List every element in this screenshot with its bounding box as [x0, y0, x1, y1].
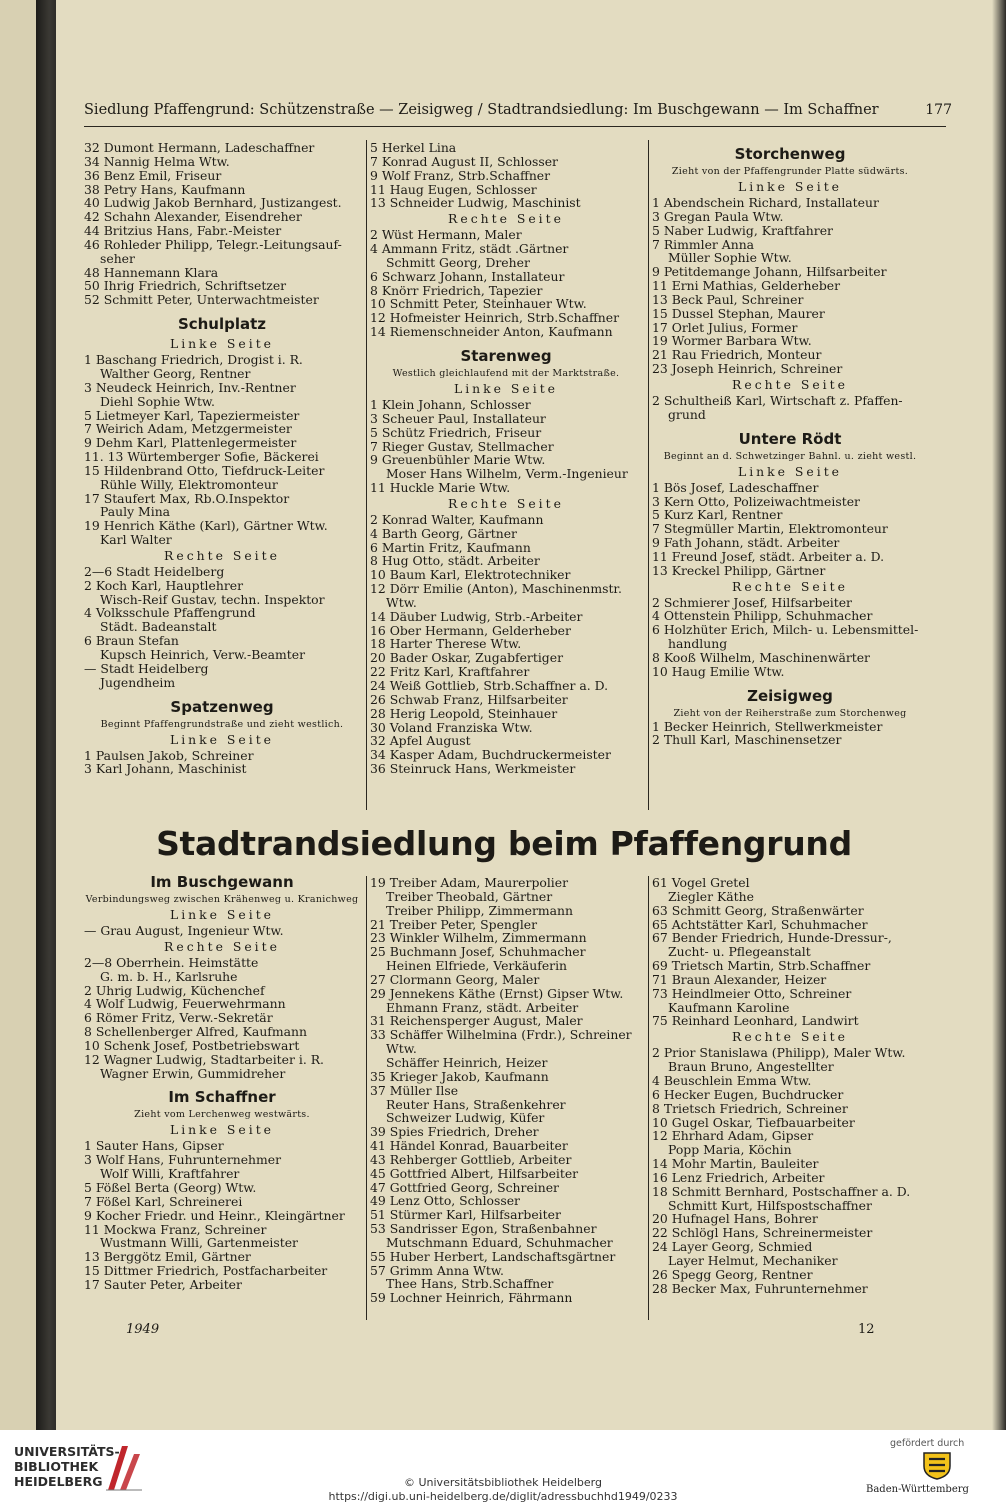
- directory-entry: 25 Buchmann Josef, Schuhmacher: [370, 944, 586, 960]
- directory-entry: 12 Ehrhard Adam, Gipser: [652, 1128, 814, 1144]
- directory-subentry: Zucht- u. Pflegeanstalt: [668, 944, 811, 960]
- directory-entry: 10 Baum Karl, Elektrotechniker: [370, 567, 571, 583]
- directory-entry: 7 Weirich Adam, Metzgermeister: [84, 421, 292, 437]
- state-coat-of-arms-icon: [918, 1450, 956, 1480]
- street-heading: Im Buschgewann: [150, 873, 294, 891]
- side-heading: Linke Seite: [169, 731, 275, 747]
- directory-entry: 28 Herig Leopold, Steinhauer: [370, 705, 558, 721]
- directory-entry: 36 Benz Emil, Friseur: [84, 167, 222, 183]
- side-heading: Rechte Seite: [448, 211, 564, 227]
- directory-entry: 29 Jennekens Käthe (Ernst) Gipser Wtw.: [370, 985, 624, 1001]
- directory-subentry: Rühle Willy, Elektromonteur: [100, 476, 278, 492]
- directory-entry: 26 Schwab Franz, Hilfsarbeiter: [370, 691, 568, 707]
- permalink[interactable]: https://digi.ub.uni-heidelberg.de/diglit/adressbuchhd1949/0233: [328, 1490, 678, 1503]
- directory-entry: 17 Orlet Julius, Former: [652, 319, 798, 335]
- column-top-3: [652, 141, 928, 747]
- street-description: Zieht von der Reiherstraße zum Storchenweg: [673, 707, 907, 719]
- directory-subentry: grund: [668, 406, 706, 422]
- directory-entry: 6 Römer Fritz, Verw.-Sekretär: [84, 1010, 273, 1026]
- page-number: 177: [925, 102, 952, 118]
- directory-entry: 46 Rohleder Philipp, Telegr.-Leitungsauf-: [84, 236, 342, 252]
- directory-subentry: Müller Sophie Wtw.: [668, 250, 792, 266]
- directory-subentry: Mutschmann Eduard, Schuhmacher: [386, 1234, 613, 1250]
- directory-subentry: Schmitt Kurt, Hilfspostschaffner: [668, 1197, 872, 1213]
- directory-entry: 61 Vogel Gretel: [652, 875, 750, 890]
- directory-entry: 11 Haug Eugen, Schlosser: [370, 181, 537, 197]
- directory-entry: 1 Becker Heinrich, Stellwerkmeister: [652, 718, 883, 734]
- directory-entry: 1 Paulsen Jakob, Schreiner: [84, 747, 254, 763]
- running-title: Siedlung Pfaffengrund: Schützenstraße — Zeisigweg / Stadtrandsiedlung: Im Buschgewann — Im Schaffner: [84, 102, 879, 118]
- directory-subentry: Thee Hans, Strb.Schaffner: [386, 1276, 554, 1292]
- directory-entry: 5 Fößel Berta (Georg) Wtw.: [84, 1179, 257, 1195]
- directory-entry: 27 Clormann Georg, Maler: [370, 971, 540, 987]
- book-gutter: [36, 0, 58, 1430]
- directory-entry: 3 Gregan Paula Wtw.: [652, 208, 784, 224]
- directory-entry: — Grau August, Ingenieur Wtw.: [84, 923, 284, 938]
- directory-entry: 6 Hecker Eugen, Buchdrucker: [652, 1086, 844, 1102]
- directory-entry: 10 Schenk Josef, Postbetriebswart: [84, 1037, 300, 1053]
- directory-subentry: Reuter Hans, Straßenkehrer: [386, 1096, 566, 1112]
- directory-entry: 18 Schmitt Bernhard, Postschaffner a. D.: [652, 1183, 911, 1199]
- directory-entry: 10 Gugel Oskar, Tiefbauarbeiter: [652, 1114, 855, 1130]
- library-footer-bar: [0, 1430, 1006, 1506]
- directory-subentry: Walther Georg, Rentner: [100, 365, 251, 381]
- directory-entry: 24 Layer Georg, Schmied: [652, 1239, 813, 1255]
- column-divider: [366, 140, 367, 810]
- directory-entry: 23 Winkler Wilhelm, Zimmermann: [370, 930, 587, 946]
- directory-entry: 43 Rehberger Gottlieb, Arbeiter: [370, 1151, 572, 1167]
- column-bottom-3: [652, 876, 928, 1295]
- directory-entry: 9 Fath Johann, städt. Arbeiter: [652, 535, 840, 551]
- directory-entry: 2 Uhrig Ludwig, Küchenchef: [84, 982, 265, 998]
- directory-entry: 2 Koch Karl, Hauptlehrer: [84, 577, 244, 593]
- directory-entry: 35 Krieger Jakob, Kaufmann: [370, 1068, 549, 1084]
- directory-entry: 3 Karl Johann, Maschinist: [84, 761, 247, 777]
- directory-subentry: Treiber Philipp, Zimmermann: [386, 902, 573, 918]
- directory-entry: 2 Konrad Walter, Kaufmann: [370, 511, 544, 527]
- directory-entry: 4 Ottenstein Philipp, Schuhmacher: [652, 608, 873, 624]
- side-heading: Linke Seite: [737, 463, 843, 479]
- directory-entry: 22 Fritz Karl, Kraftfahrer: [370, 664, 530, 680]
- directory-subentry: Ehmann Franz, städt. Arbeiter: [386, 999, 579, 1015]
- side-heading: Rechte Seite: [164, 547, 280, 563]
- directory-entry: 19 Wormer Barbara Wtw.: [652, 333, 812, 349]
- directory-subentry: Heinen Elfriede, Verkäuferin: [386, 958, 568, 974]
- directory-entry: 19 Henrich Käthe (Karl), Gärtner Wtw.: [84, 518, 328, 534]
- directory-entry: 15 Dittmer Friedrich, Postfacharbeiter: [84, 1263, 328, 1279]
- side-heading: Rechte Seite: [164, 938, 280, 954]
- directory-entry: 51 Stürmer Karl, Hilfsarbeiter: [370, 1207, 561, 1223]
- copyright-notice: © Universitätsbibliothek Heidelberg: [403, 1476, 602, 1489]
- column-divider: [366, 876, 367, 1320]
- directory-subentry: Karl Walter: [100, 532, 172, 548]
- directory-entry: 10 Haug Emilie Wtw.: [652, 663, 785, 679]
- directory-entry: 13 Berggötz Emil, Gärtner: [84, 1249, 251, 1265]
- directory-entry: 73 Heindlmeier Otto, Schreiner: [652, 985, 852, 1001]
- street-heading: Storchenweg: [734, 145, 846, 163]
- directory-entry: 37 Müller Ilse: [370, 1082, 459, 1098]
- directory-entry: 23 Joseph Heinrich, Schreiner: [652, 361, 843, 377]
- directory-entry: 18 Harter Therese Wtw.: [370, 636, 522, 652]
- directory-entry: 22 Schlögl Hans, Schreinermeister: [652, 1225, 873, 1241]
- directory-entry: 57 Grimm Anna Wtw.: [370, 1262, 504, 1278]
- column-bottom-2: [370, 876, 642, 1305]
- directory-subentry: G. m. b. H., Karlsruhe: [100, 968, 238, 984]
- directory-entry: 52 Schmitt Peter, Unterwachtmeister: [84, 292, 319, 308]
- directory-entry: 8 Kooß Wilhelm, Maschinenwärter: [652, 649, 870, 665]
- directory-subentry: Ziegler Käthe: [668, 888, 754, 904]
- directory-subentry: Treiber Theobald, Gärtner: [386, 888, 553, 904]
- directory-entry: 40 Ludwig Jakob Bernhard, Justizangest.: [84, 195, 342, 211]
- directory-entry: 9 Petitdemange Johann, Hilfsarbeiter: [652, 264, 887, 280]
- directory-entry: 12 Hofmeister Heinrich, Strb.Schaffner: [370, 310, 619, 326]
- directory-entry: 31 Reichensperger August, Maler: [370, 1013, 583, 1029]
- directory-entry: 63 Schmitt Georg, Straßenwärter: [652, 902, 864, 918]
- directory-subentry: Kaufmann Karoline: [668, 999, 790, 1015]
- directory-subentry: Schmitt Georg, Dreher: [386, 254, 530, 270]
- directory-entry: 2 Prior Stanislawa (Philipp), Maler Wtw.: [652, 1045, 906, 1061]
- column-divider: [648, 140, 649, 810]
- directory-entry: 4 Wolf Ludwig, Feuerwehrmann: [84, 996, 286, 1012]
- street-description: Beginnt Pfaffengrundstraße und zieht westlich.: [100, 718, 344, 730]
- directory-entry: 67 Bender Friedrich, Hunde-Dressur-,: [652, 930, 892, 946]
- directory-entry: 20 Bader Oskar, Zugabfertiger: [370, 650, 563, 666]
- directory-entry: 3 Wolf Hans, Fuhrunternehmer: [84, 1152, 282, 1168]
- directory-entry: 49 Lenz Otto, Schlosser: [370, 1193, 520, 1209]
- section-title: Stadtrandsiedlung beim Pfaffengrund: [156, 824, 852, 863]
- side-heading: Rechte Seite: [732, 1029, 848, 1045]
- street-description: Zieht vom Lerchenweg westwärts.: [134, 1109, 310, 1121]
- directory-entry: 2 Thull Karl, Maschinensetzer: [652, 732, 842, 748]
- directory-entry: 30 Voland Franziska Wtw.: [370, 719, 533, 735]
- directory-entry: 21 Treiber Peter, Spengler: [370, 916, 538, 932]
- directory-entry: 7 Rimmler Anna: [652, 236, 755, 252]
- directory-entry: 12 Dörr Emilie (Anton), Maschinenmstr.: [370, 581, 622, 597]
- directory-entry: 1 Klein Johann, Schlosser: [370, 396, 531, 412]
- directory-entry: 13 Beck Paul, Schreiner: [652, 291, 804, 307]
- directory-entry: 14 Riemenschneider Anton, Kaufmann: [370, 324, 613, 340]
- directory-entry: 5 Kurz Karl, Rentner: [652, 507, 783, 523]
- street-heading: Spatzenweg: [170, 697, 274, 716]
- directory-entry: 15 Dussel Stephan, Maurer: [652, 305, 825, 321]
- side-heading: Linke Seite: [169, 336, 275, 352]
- directory-entry: 28 Becker Max, Fuhrunternehmer: [652, 1280, 868, 1296]
- directory-entry: 1 Bös Josef, Ladeschaffner: [652, 479, 819, 495]
- directory-entry: — Stadt Heidelberg: [84, 660, 209, 676]
- directory-entry: 6 Schwarz Johann, Installateur: [370, 268, 565, 284]
- directory-entry: 14 Mohr Martin, Bauleiter: [652, 1156, 819, 1172]
- directory-subentry: Wustmann Willi, Gartenmeister: [100, 1235, 298, 1251]
- directory-subentry: Wisch-Reif Gustav, techn. Inspektor: [100, 591, 325, 607]
- directory-entry: 7 Stegmüller Martin, Elektromonteur: [652, 521, 888, 537]
- directory-entry: 5 Naber Ludwig, Kraftfahrer: [652, 222, 833, 238]
- directory-entry: 71 Braun Alexander, Heizer: [652, 971, 827, 987]
- directory-entry: 5 Herkel Lina: [370, 140, 457, 155]
- directory-entry: 17 Staufert Max, Rb.O.Inspektor: [84, 490, 290, 506]
- logo-text-line: HEIDELBERG: [14, 1474, 103, 1489]
- street-heading: Schulplatz: [177, 315, 267, 334]
- directory-entry: 32 Dumont Hermann, Ladeschaffner: [84, 140, 315, 155]
- directory-subentry: Braun Bruno, Angestellter: [668, 1059, 834, 1075]
- column-top-1: [84, 141, 360, 776]
- directory-entry: 53 Sandrisser Egon, Straßenbahner: [370, 1221, 597, 1237]
- directory-entry: 8 Schellenberger Alfred, Kaufmann: [84, 1024, 307, 1040]
- directory-entry: 9 Greuenbühler Marie Wtw.: [370, 452, 546, 468]
- directory-subentry: Schäffer Heinrich, Heizer: [386, 1054, 548, 1070]
- directory-entry: 4 Ammann Fritz, städt .Gärtner: [370, 241, 569, 257]
- directory-subentry: Kupsch Heinrich, Verw.-Beamter: [100, 647, 306, 662]
- directory-subentry: Jugendheim: [100, 674, 176, 690]
- directory-entry: 69 Trietsch Martin, Strb.Schaffner: [652, 958, 871, 974]
- directory-entry: 2—8 Oberrhein. Heimstätte: [84, 954, 259, 970]
- directory-entry: 7 Rieger Gustav, Stellmacher: [370, 438, 554, 454]
- directory-entry: 55 Huber Herbert, Landschaftsgärtner: [370, 1248, 616, 1264]
- directory-entry: 5 Schütz Friedrich, Friseur: [370, 424, 542, 440]
- column-divider: [648, 876, 649, 1320]
- directory-entry: 6 Holzhüter Erich, Milch- u. Lebensmittel-: [652, 622, 919, 638]
- directory-entry: 17 Sauter Peter, Arbeiter: [84, 1276, 242, 1292]
- directory-entry: 16 Ober Hermann, Gelderheber: [370, 622, 571, 638]
- directory-entry: 48 Hannemann Klara: [84, 264, 219, 280]
- directory-subentry: Diehl Sophie Wtw.: [100, 393, 215, 409]
- directory-entry: 13 Schneider Ludwig, Maschinist: [370, 195, 581, 211]
- directory-entry: 34 Nannig Helma Wtw.: [84, 153, 230, 169]
- directory-subentry: Wtw.: [386, 594, 417, 610]
- street-description: Beginnt an d. Schwetzinger Bahnl. u. zieht westl.: [663, 450, 917, 462]
- directory-entry: 2—6 Stadt Heidelberg: [84, 563, 225, 579]
- directory-entry: 14 Däuber Ludwig, Strb.-Arbeiter: [370, 608, 583, 624]
- directory-entry: 39 Spies Friedrich, Dreher: [370, 1124, 539, 1140]
- side-heading: Linke Seite: [169, 1122, 275, 1138]
- directory-entry: 3 Scheuer Paul, Installateur: [370, 410, 546, 426]
- directory-entry: 9 Wolf Franz, Strb.Schaffner: [370, 167, 551, 183]
- street-heading: Im Schaffner: [168, 1088, 276, 1107]
- directory-subentry: Layer Helmut, Mechaniker: [668, 1252, 838, 1268]
- directory-subentry: Wtw.: [386, 1041, 417, 1057]
- directory-subentry: Popp Maria, Köchin: [668, 1142, 792, 1158]
- running-head: [84, 102, 952, 124]
- column-top-2: [370, 141, 642, 776]
- directory-subentry: Wolf Willi, Kraftfahrer: [100, 1166, 240, 1182]
- footer-sheet-number: 12: [858, 1322, 875, 1337]
- directory-entry: 9 Dehm Karl, Plattenlegermeister: [84, 435, 297, 451]
- directory-entry: 11. 13 Würtemberger Sofie, Bäckerei: [84, 449, 319, 465]
- directory-entry: 32 Apfel August: [370, 733, 471, 749]
- directory-entry: 1 Abendschein Richard, Installateur: [652, 195, 879, 210]
- directory-subentry: seher: [100, 250, 135, 266]
- directory-entry: 33 Schäffer Wilhelmina (Frdr.), Schreiner: [370, 1027, 632, 1043]
- directory-entry: 19 Treiber Adam, Maurerpolier: [370, 875, 569, 890]
- side-heading: Linke Seite: [737, 179, 843, 194]
- header-rule: [84, 126, 946, 127]
- directory-entry: 44 Britzius Hans, Fabr.-Meister: [84, 223, 282, 239]
- directory-entry: 26 Spegg Georg, Rentner: [652, 1266, 813, 1282]
- directory-entry: 6 Braun Stefan: [84, 633, 179, 649]
- directory-entry: 4 Beuschlein Emma Wtw.: [652, 1072, 812, 1088]
- directory-entry: 11 Huckle Marie Wtw.: [370, 480, 511, 496]
- side-heading: Linke Seite: [169, 907, 275, 922]
- directory-entry: 2 Schmierer Josef, Hilfsarbeiter: [652, 594, 852, 610]
- directory-entry: 4 Barth Georg, Gärtner: [370, 525, 517, 541]
- directory-subentry: Städt. Badeanstalt: [100, 619, 217, 635]
- side-heading: Rechte Seite: [732, 578, 848, 594]
- directory-entry: 8 Knörr Friedrich, Tapezier: [370, 282, 543, 298]
- directory-entry: 47 Gottfried Georg, Schreiner: [370, 1179, 559, 1195]
- directory-entry: 11 Mockwa Franz, Schreiner: [84, 1221, 267, 1237]
- directory-entry: 42 Schahn Alexander, Eisendreher: [84, 209, 302, 225]
- directory-entry: 7 Fößel Karl, Schreinerei: [84, 1193, 243, 1209]
- directory-entry: 11 Freund Josef, städt. Arbeiter a. D.: [652, 548, 885, 564]
- side-heading: Rechte Seite: [448, 495, 564, 511]
- state-name[interactable]: Baden-Württemberg: [866, 1484, 969, 1495]
- directory-entry: 65 Achtstätter Karl, Schuhmacher: [652, 916, 868, 932]
- street-heading: Starenweg: [460, 346, 552, 365]
- logo-text-line: UNIVERSITÄTS-: [14, 1444, 120, 1459]
- street-description: Zieht von der Pfaffengrunder Platte südwärts.: [671, 166, 909, 177]
- directory-entry: 36 Steinruck Hans, Werkmeister: [370, 761, 576, 777]
- page-edge-shadow: [992, 0, 1006, 1430]
- directory-subentry: Moser Hans Wilhelm, Verm.-Ingenieur: [386, 466, 628, 482]
- directory-entry: 41 Händel Konrad, Bauarbeiter: [370, 1138, 568, 1154]
- directory-entry: 38 Petry Hans, Kaufmann: [84, 181, 246, 197]
- directory-entry: 5 Lietmeyer Karl, Tapeziermeister: [84, 407, 300, 423]
- side-heading: Rechte Seite: [732, 376, 848, 392]
- logo-text-line: BIBLIOTHEK: [14, 1459, 99, 1474]
- funded-by-label: gefördert durch: [890, 1438, 965, 1449]
- directory-entry: 45 Gottfried Albert, Hilfsarbeiter: [370, 1165, 579, 1181]
- directory-subentry: Schweizer Ludwig, Küfer: [386, 1110, 545, 1126]
- directory-entry: 59 Lochner Heinrich, Fährmann: [370, 1290, 573, 1306]
- directory-entry: 10 Schmitt Peter, Steinhauer Wtw.: [370, 296, 587, 312]
- street-heading: Zeisigweg: [747, 686, 833, 705]
- directory-entry: 75 Reinhard Leonhard, Landwirt: [652, 1013, 859, 1029]
- directory-entry: 4 Volksschule Pfaffengrund: [84, 605, 256, 621]
- directory-subentry: handlung: [668, 636, 728, 652]
- directory-entry: 50 Ihrig Friedrich, Schriftsetzer: [84, 278, 287, 294]
- street-description: Westlich gleichlaufend mit der Marktstraße.: [392, 367, 620, 379]
- directory-entry: 2 Wüst Hermann, Maler: [370, 227, 522, 243]
- directory-entry: 2 Schultheiß Karl, Wirtschaft z. Pfaffen-: [652, 392, 903, 408]
- directory-entry: 21 Rau Friedrich, Monteur: [652, 347, 822, 363]
- directory-entry: 16 Lenz Friedrich, Arbeiter: [652, 1169, 825, 1185]
- directory-entry: 1 Baschang Friedrich, Drogist i. R.: [84, 352, 303, 368]
- directory-entry: 9 Kocher Friedr. und Heinr., Kleingärtner: [84, 1207, 345, 1223]
- directory-entry: 13 Kreckel Philipp, Gärtner: [652, 562, 826, 578]
- side-heading: Linke Seite: [453, 380, 559, 396]
- directory-subentry: Pauly Mina: [100, 504, 171, 520]
- directory-entry: 20 Hufnagel Hans, Bohrer: [652, 1211, 818, 1227]
- directory-entry: 8 Trietsch Friedrich, Schreiner: [652, 1100, 848, 1116]
- footer-year: 1949: [126, 1322, 160, 1337]
- directory-entry: 3 Neudeck Heinrich, Inv.-Rentner: [84, 379, 296, 395]
- directory-entry: 34 Kasper Adam, Buchdruckermeister: [370, 747, 611, 763]
- directory-entry: 24 Weiß Gottlieb, Strb.Schaffner a. D.: [370, 678, 609, 693]
- directory-entry: 6 Martin Fritz, Kaufmann: [370, 539, 531, 555]
- directory-entry: 12 Wagner Ludwig, Stadtarbeiter i. R.: [84, 1051, 324, 1067]
- directory-subentry: Wagner Erwin, Gummidreher: [100, 1065, 286, 1081]
- directory-entry: 8 Hug Otto, städt. Arbeiter: [370, 553, 540, 569]
- directory-entry: 11 Erni Mathias, Gelderheber: [652, 278, 841, 294]
- directory-entry: 1 Sauter Hans, Gipser: [84, 1138, 224, 1154]
- directory-entry: 3 Kern Otto, Polizeiwachtmeister: [652, 493, 860, 509]
- directory-page: [56, 0, 1006, 1430]
- street-heading: Untere Rödt: [738, 429, 842, 448]
- column-bottom-1: [84, 869, 360, 1292]
- directory-entry: 7 Konrad August II, Schlosser: [370, 153, 558, 169]
- street-description: Verbindungsweg zwischen Krähenweg u. Kranichweg: [85, 894, 359, 905]
- directory-entry: 15 Hildenbrand Otto, Tiefdruck-Leiter: [84, 462, 325, 478]
